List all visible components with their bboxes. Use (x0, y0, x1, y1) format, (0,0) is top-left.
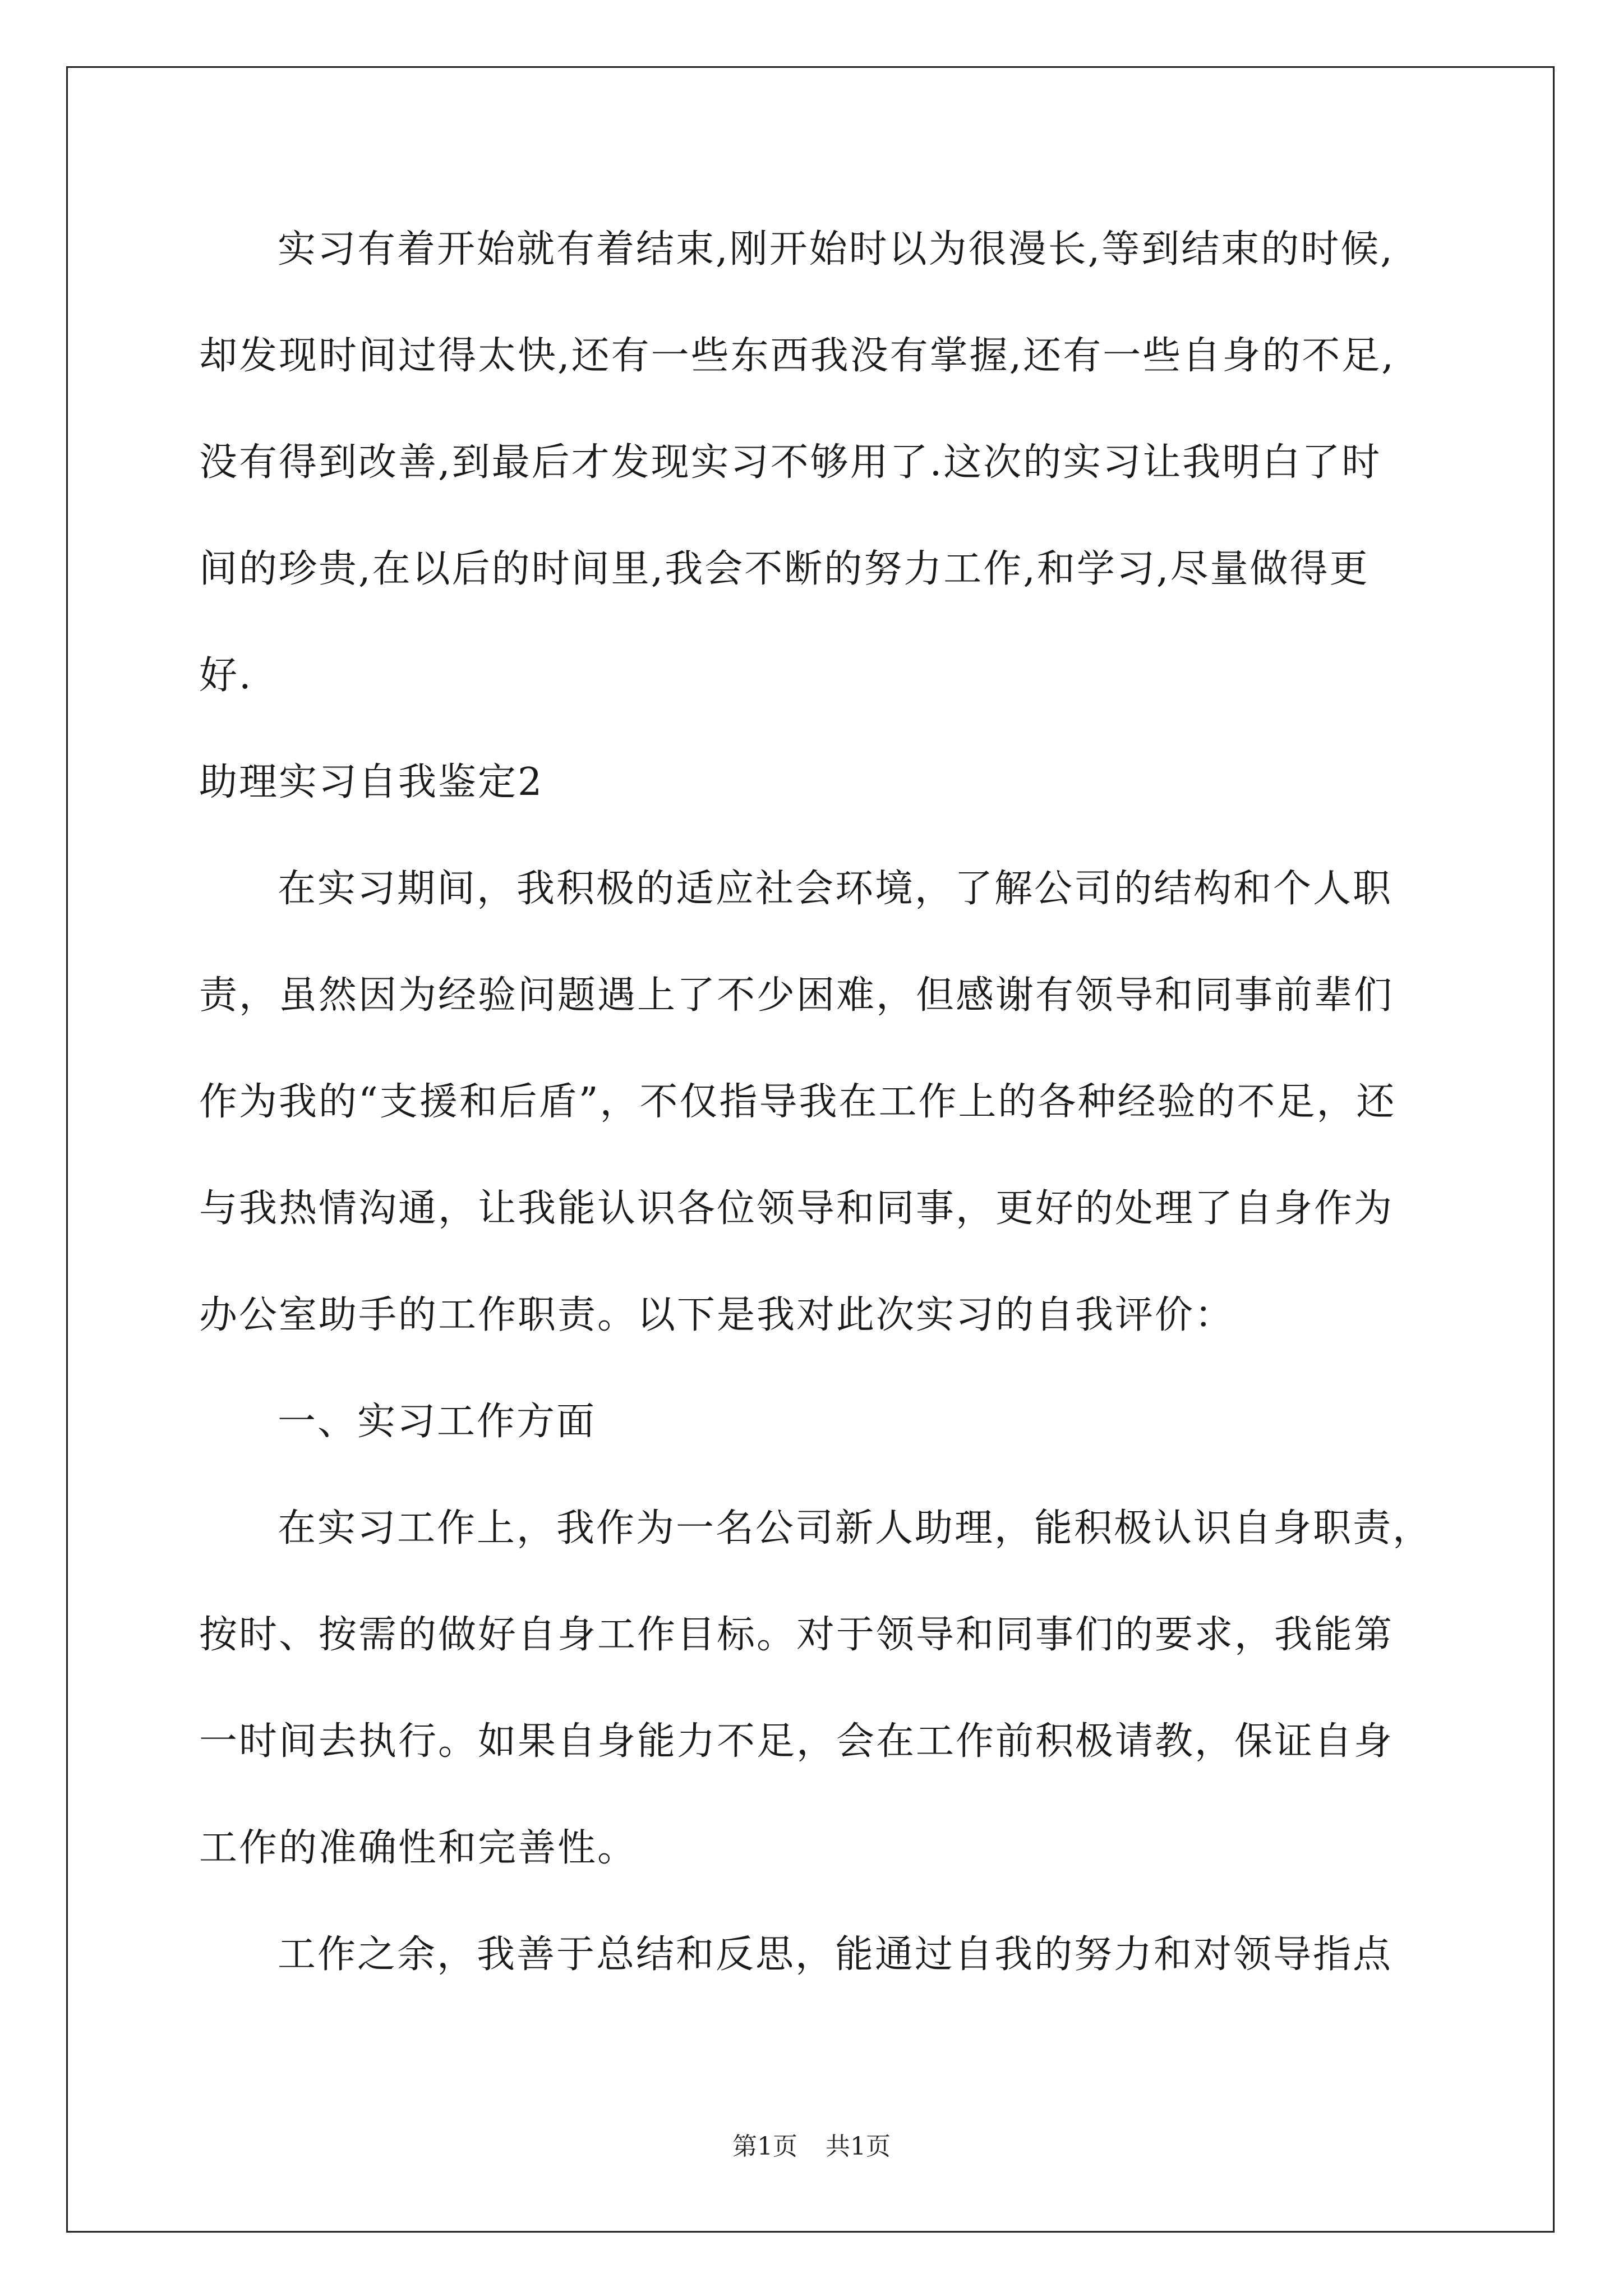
page-border (66, 66, 1555, 2233)
section-heading: 助理实习自我鉴定2 (199, 760, 544, 804)
paragraph-line: 却发现时间过得太快,还有一些东西我没有掌握,还有一些自身的不足, (199, 334, 1395, 378)
paragraph-line: 没有得到改善,到最后才发现实习不够用了.这次的实习让我明白了时 (199, 440, 1382, 485)
paragraph-line: 间的珍贵,在以后的时间里,我会不断的努力工作,和学习,尽量做得更 (199, 547, 1370, 591)
paragraph-line: 在实习期间，我积极的适应社会环境，了解公司的结构和个人职 (278, 867, 1393, 911)
paragraph-line: 责，虽然因为经验问题遇上了不少困难，但感谢有领导和同事前辈们 (199, 973, 1394, 1018)
page-number: 第1页 (732, 2132, 797, 2161)
paragraph-line: 实习有着开始就有着结束,刚开始时以为很漫长,等到结束的时候, (278, 227, 1394, 272)
paragraph-line: 工作之余，我善于总结和反思，能通过自我的努力和对领导指点 (278, 1932, 1393, 1977)
paragraph-line: 工作的准确性和完善性。 (199, 1826, 638, 1870)
subsection-heading: 一、实习工作方面 (278, 1400, 597, 1444)
page-total: 共1页 (826, 2132, 891, 2161)
page-footer (0, 2126, 1623, 2162)
paragraph-line: 一时间去执行。如果自身能力不足，会在工作前积极请教，保证自身 (199, 1719, 1394, 1764)
paragraph-line: 好. (199, 654, 253, 698)
paragraph-line: 按时、按需的做好自身工作目标。对于领导和同事们的要求，我能第 (199, 1613, 1394, 1657)
paragraph-line: 在实习工作上，我作为一名公司新人助理，能积极认识自身职责， (278, 1506, 1433, 1550)
paragraph-line: 办公室助手的工作职责。以下是我对此次实习的自我评价： (199, 1293, 1235, 1337)
paragraph-line: 与我热情沟通，让我能认识各位领导和同事，更好的处理了自身作为 (199, 1186, 1394, 1231)
paragraph-line: 作为我的“支援和后盾”，不仅指导我在工作上的各种经验的不足，还 (199, 1080, 1396, 1124)
